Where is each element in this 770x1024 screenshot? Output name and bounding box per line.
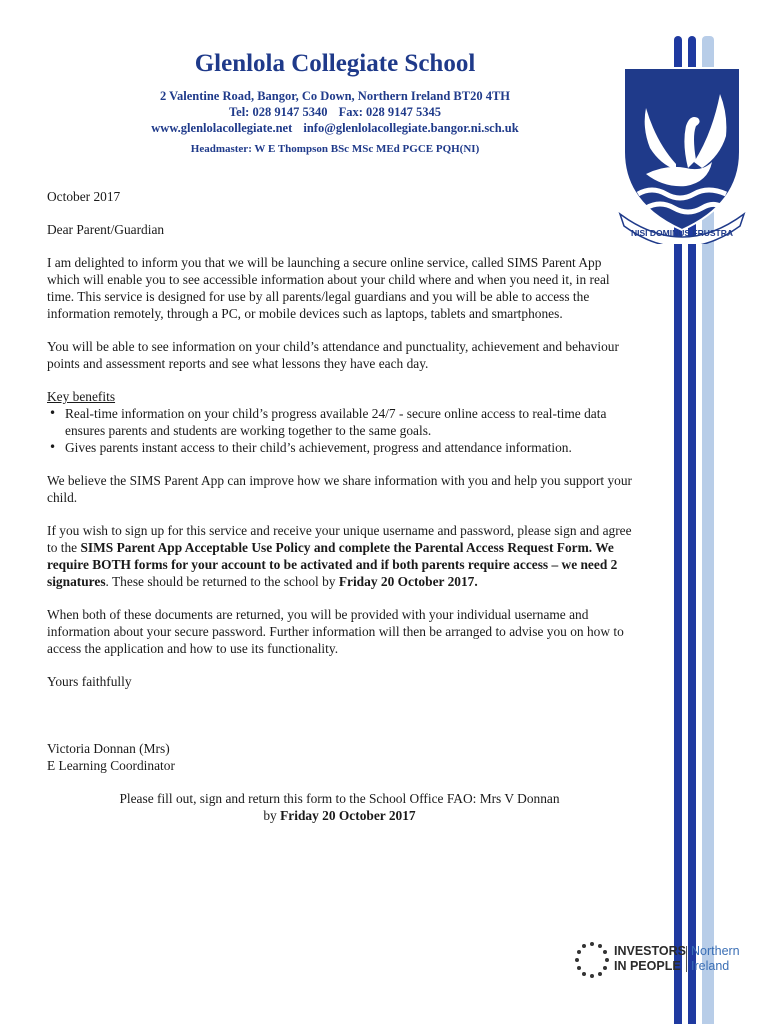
letter-paragraph-1: I am delighted to inform you that we will be launching a secure online service, called SIMS Parent App which will enable you to see accessible information about your child where and when you need it, in real time. This service is designed for use by all parents/legal guardians and you will be able to access the information remotely, through a PC, or mobile devices such as laptops, tablets and smartphones. xyxy=(47,255,610,321)
letter-body xyxy=(47,188,632,824)
letter-date: October 2017 xyxy=(47,189,121,204)
school-crest-icon xyxy=(616,64,748,244)
signatory-name: Victoria Donnan (Mrs) xyxy=(47,741,170,756)
school-phone-fax xyxy=(40,104,630,121)
iip-line1: INVESTORS xyxy=(614,944,687,958)
letter-paragraph-2: You will be able to see information on your child’s attendance and punctuality, achievement and behaviour points and assessment reports and see what lessons they have each day. xyxy=(47,339,619,371)
return-instructions: Please fill out, sign and return this form to the School Office FAO: Mrs V Donnan xyxy=(119,791,560,806)
iip-region xyxy=(691,944,740,974)
para4-start: If you wish to sign up for this service and receive your unique username and password, please sign and agree to the xyxy=(47,523,632,555)
return-by: by xyxy=(263,808,281,823)
letter-salutation: Dear Parent/Guardian xyxy=(47,222,165,237)
letter-paragraph-5: When both of these documents are returned, you will be provided with your individual username and information about your secure password. Further information will then be arranged to advise you on how to access the application and how to use its functionality. xyxy=(47,607,624,656)
headmaster-line: Headmaster: W E Thompson BSc MSc MEd PGCE PQH(NI) xyxy=(190,143,480,155)
para4-date: Friday 20 October 2017. xyxy=(338,574,478,589)
school-tel: Tel: 028 9147 5340 xyxy=(228,105,328,119)
signatory-title: E Learning Coordinator xyxy=(47,758,175,773)
school-address: 2 Valentine Road, Bangor, Co Down, Northern Ireland BT20 4TH xyxy=(159,89,511,103)
iip-region1: Northern xyxy=(691,944,740,958)
school-website: www.glenlolacollegiate.net xyxy=(151,121,293,135)
iip-wordmark xyxy=(614,944,686,974)
iip-divider xyxy=(686,946,687,972)
return-deadline xyxy=(47,807,632,824)
para4-bold: SIMS Parent App Acceptable Use Policy and complete the Parental Access Request Form. We require BOTH forms for your account to be activated and if both parents require access – we need 2 signatures xyxy=(47,540,618,589)
iip-line2: IN PEOPLE xyxy=(614,959,681,973)
benefits-heading: Key benefits xyxy=(47,389,116,404)
benefit-item: • Real-time information on your child’s progress available 24/7 - secure online access to real-time data ensures parents and students are working together to the same goals. xyxy=(65,405,632,439)
letter-closing: Yours faithfully xyxy=(47,674,132,689)
school-web-email xyxy=(40,120,630,137)
iip-region2: Ireland xyxy=(691,959,730,973)
school-name: Glenlola Collegiate School xyxy=(194,50,476,77)
letter-paragraph-4 xyxy=(47,522,632,590)
school-fax: Fax: 028 9147 5345 xyxy=(338,105,442,119)
benefits-list xyxy=(47,405,632,456)
crest-motto: NISI DOMINUS FRUSTRA xyxy=(631,228,733,238)
para4-mid: . These should be returned to the school by xyxy=(105,574,339,589)
benefit-item: • Gives parents instant access to their child’s achievement, progress and attendance information. xyxy=(65,439,632,456)
school-email: info@glenlolacollegiate.bangor.ni.sch.uk xyxy=(303,121,519,135)
return-date: Friday 20 October 2017 xyxy=(280,808,416,823)
letter-paragraph-3: We believe the SIMS Parent App can improve how we share information with you and help you support your child. xyxy=(47,473,633,505)
